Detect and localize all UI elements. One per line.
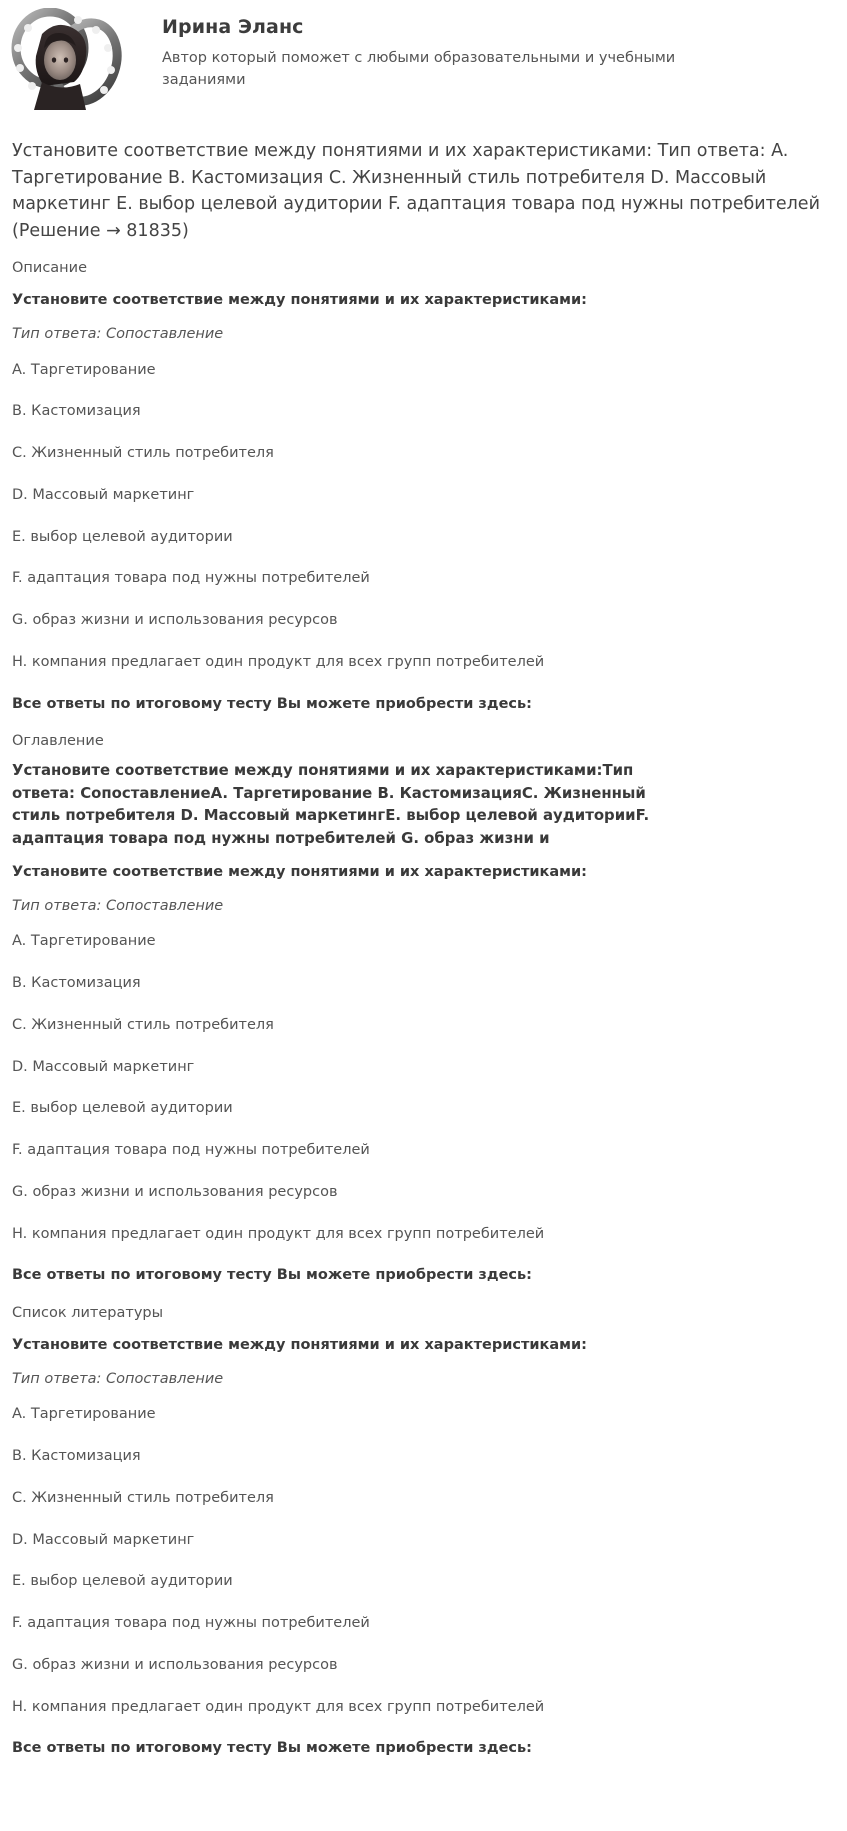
section-contents xyxy=(8,731,839,1287)
list-item: E. выбор целевой аудитории xyxy=(12,528,233,545)
list-item: D. Массовый маркетинг xyxy=(12,486,195,503)
list-item: A. Таргетирование xyxy=(12,933,156,950)
list-item: G. образ жизни и использования ресурсов xyxy=(12,612,338,629)
avatar xyxy=(8,8,148,112)
toc-summary: Установите соответствие между понятиями и их характеристиками:Тип ответа: СопоставлениеA. Таргетирование B. КастомизацияC. Жизненный стиль потребителя D. Массовый маркетингE. выбор целевой аудиторииF. адаптация товара под нужны потребителей G. образ жизни и xyxy=(12,761,650,848)
contents-heading: Установите соответствие между понятиями и их характеристиками: xyxy=(12,863,587,880)
section-description xyxy=(8,258,839,715)
list-item: H. компания предлагает один продукт для всех групп потребителей xyxy=(12,1698,545,1715)
list-item: B. Кастомизация xyxy=(12,1448,141,1464)
description-answer-type: Тип ответа: Сопоставление xyxy=(12,325,224,342)
references-heading: Установите соответствие между понятиями и их характеристиками: xyxy=(12,1336,587,1353)
list-item: G. образ жизни и использования ресурсов xyxy=(12,1183,338,1200)
list-item: H. компания предлагает один продукт для всех групп потребителей xyxy=(12,653,545,670)
purchase-cta-references[interactable]: Все ответы по итоговому тесту Вы можете приобрести здесь: xyxy=(12,1740,532,1757)
contents-answer-type: Тип ответа: Сопоставление xyxy=(12,897,224,914)
list-item: B. Кастомизация xyxy=(12,975,141,991)
list-item: C. Жизненный стиль потребителя xyxy=(12,1016,274,1033)
purchase-cta-description[interactable]: Все ответы по итоговому тесту Вы можете приобрести здесь: xyxy=(12,695,532,712)
list-item: E. выбор целевой аудитории xyxy=(12,1573,233,1590)
section-label-contents: Оглавление xyxy=(12,733,104,750)
list-item: F. адаптация товара под нужны потребителей xyxy=(12,1142,370,1158)
section-references xyxy=(8,1303,839,1760)
list-item: H. компания предлагает один продукт для всех групп потребителей xyxy=(12,1225,545,1242)
list-item: G. образ жизни и использования ресурсов xyxy=(12,1656,338,1673)
avatar-photo-icon xyxy=(8,8,134,110)
list-item: D. Массовый маркетинг xyxy=(12,1531,195,1548)
references-answer-type: Тип ответа: Сопоставление xyxy=(12,1370,224,1387)
list-item: F. адаптация товара под нужны потребителей xyxy=(12,1615,370,1631)
author-name: Ирина Эланс xyxy=(162,16,304,38)
author-meta xyxy=(148,8,839,92)
author-description: Автор который поможет с любыми образовательными и учебными заданиями xyxy=(162,49,676,89)
page-title: Установите соответствие между понятиями и их характеристиками: Тип ответа: A. Таргетирование B. Кастомизация C. Жизненный стиль потребителя D. Массовый маркетинг E. выбор целевой аудитории F. адаптация товара под нужны потребителей (Решение → 81835) xyxy=(12,141,820,241)
list-item: F. адаптация товара под нужны потребителей xyxy=(12,570,370,587)
author-header xyxy=(8,0,839,116)
list-item: C. Жизненный стиль потребителя xyxy=(12,445,274,462)
list-item: C. Жизненный стиль потребителя xyxy=(12,1489,274,1506)
section-label-references: Список литературы xyxy=(12,1305,164,1321)
description-heading: Установите соответствие между понятиями и их характеристиками: xyxy=(12,292,587,309)
list-item: B. Кастомизация xyxy=(12,403,141,420)
list-item: D. Массовый маркетинг xyxy=(12,1058,195,1075)
purchase-cta-contents[interactable]: Все ответы по итоговому тесту Вы можете приобрести здесь: xyxy=(12,1267,532,1284)
list-item: A. Таргетирование xyxy=(12,1406,156,1423)
list-item: A. Таргетирование xyxy=(12,361,156,378)
list-item: E. выбор целевой аудитории xyxy=(12,1100,233,1117)
section-label-description: Описание xyxy=(12,260,87,277)
